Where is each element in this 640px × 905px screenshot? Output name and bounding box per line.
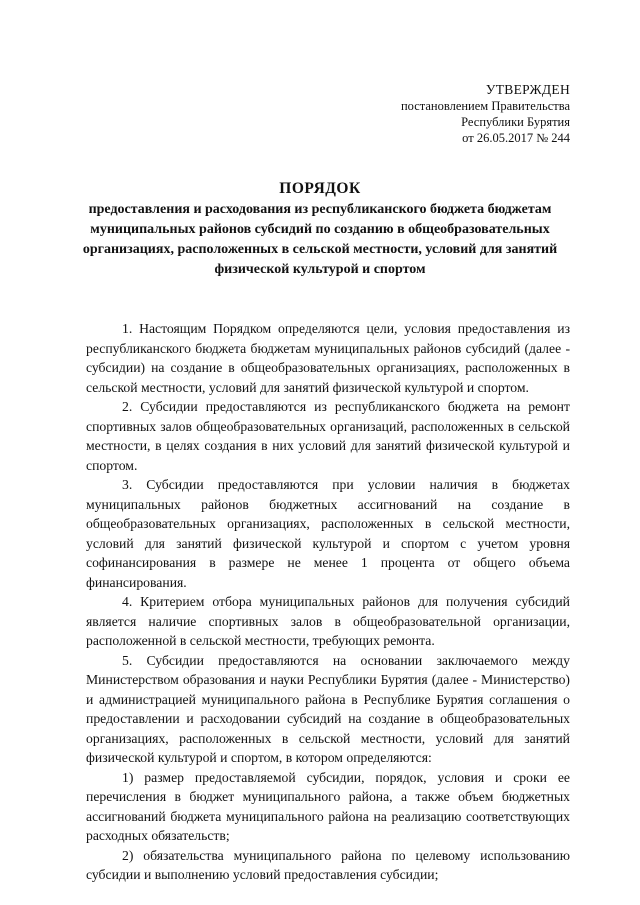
subparagraph-1: 1) размер предоставляемой субсидии, порядок, условия и сроки ее перечисления в бюджет муниципального района, а также объем бюджетных ассигнований бюджета муниципального района на реализацию соответствующих расходных обязательств; [86,769,570,843]
paragraph-1: 1. Настоящим Порядком определяются цели, условия предоставления из республиканского бюджета бюджетам муниципальных районов субсидий (далее - субсидии) на создание в общеобразовательных организациях, расположенных в сельской местности, условий для занятий физической культурой и спортом. [86,321,570,395]
approval-stamp [401,82,570,146]
paragraph-5: 5. Субсидии предоставляются на основании заключаемого между Министерством образования и науки Республики Бурятия (далее - Министерство) и администрацией муниципального района в Республике Бурятия соглашения о предоставлении и расходовании субсидий на создание в общеобразовательных организациях, расположенных в сельской местности, условий для занятий физической культурой и спортом, в котором определяются: [86,652,570,765]
paragraph-3: 3. Субсидии предоставляются при условии наличия в бюджетах муниципальных районов бюджетных ассигнований на создание в общеобразовательных организациях, расположенных в сельской местности, условий для занятий физической культурой и спортом с учетом уровня софинансирования в размере не менее 1 процента от общего объема финансирования. [86,477,570,590]
approval-heading: УТВЕРЖДЕН [485,82,570,97]
document-title-subtitle: предоставления и расходования из республиканского бюджета бюджетам муниципальных районов субсидий по созданию в общеобразовательных организациях, расположенных в сельской местности, условий для занятий физической культурой и спортом [82,202,558,277]
approval-line-2: Республики Бурятия [461,115,570,129]
paragraph-2: 2. Субсидии предоставляются из республиканского бюджета на ремонт спортивных залов общеобразовательных организаций, расположенных в сельской местности, в целях создания в них условий для занятий физической культурой и спортом. [86,399,570,473]
document-body [86,319,570,885]
document-title [60,178,580,280]
document-title-main: ПОРЯДОК [279,180,361,197]
approval-line-1: постановлением Правительства [400,99,570,113]
paragraph-4: 4. Критерием отбора муниципальных районов для получения субсидий является наличие спортивных залов в общеобразовательной организации, расположенной в сельской местности, требующих ремонта. [86,594,570,648]
subparagraph-2: 2) обязательства муниципального района по целевому использованию субсидии и выполнению условий предоставления субсидии; [86,847,570,882]
approval-line-3: от 26.05.2017 № 244 [462,131,570,145]
